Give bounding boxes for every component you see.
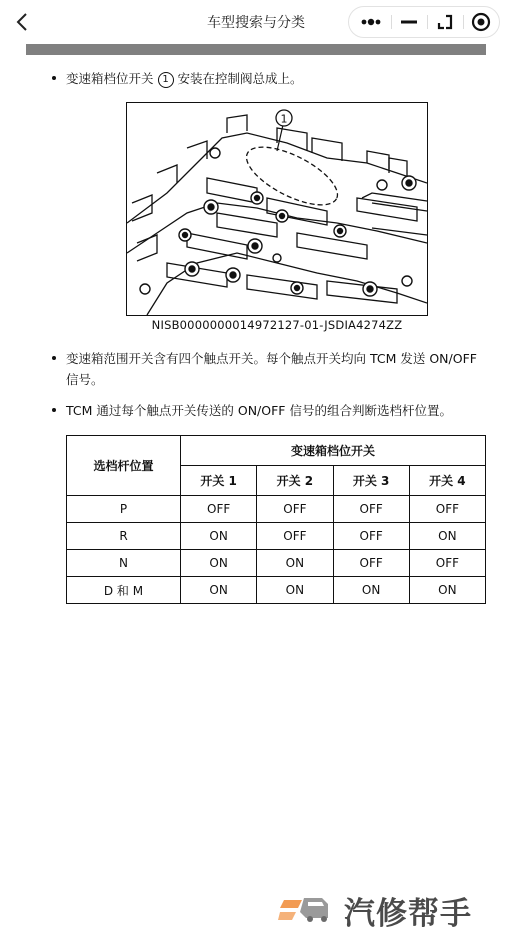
cell-value: ON (181, 523, 257, 550)
section-header-bar (26, 44, 486, 55)
header-switch-4: 开关 4 (409, 466, 485, 496)
figure-callout-label: 1 (280, 112, 288, 126)
brand-logo-text: 汽修帮手 (344, 896, 472, 932)
header-switch-group: 变速箱档位开关 (181, 436, 486, 466)
cell-value: OFF (333, 496, 409, 523)
close-mini-program-button[interactable] (463, 7, 499, 37)
cell-value: ON (409, 523, 485, 550)
cell-position: D 和 M (67, 577, 181, 604)
callout-number: 1 (158, 72, 174, 88)
cell-value: ON (333, 577, 409, 604)
minimize-button[interactable] (391, 7, 427, 37)
header-switch-1: 开关 1 (181, 466, 257, 496)
top-nav-bar (0, 0, 512, 44)
table-row (67, 523, 486, 550)
cell-value: ON (181, 550, 257, 577)
cell-value: ON (257, 550, 333, 577)
cell-value: OFF (409, 550, 485, 577)
restore-button[interactable] (427, 7, 463, 37)
header-switch-2: 开关 2 (257, 466, 333, 496)
table-row (67, 550, 486, 577)
restore-window-icon (436, 13, 454, 31)
cell-value: ON (257, 577, 333, 604)
header-switch-3: 开关 3 (333, 466, 409, 496)
minus-icon (400, 19, 418, 25)
control-valve-illustration (126, 102, 428, 316)
cell-value: OFF (333, 550, 409, 577)
control-valve-drawing (127, 103, 427, 315)
cell-value: OFF (333, 523, 409, 550)
brand-logo-mark (278, 888, 344, 928)
page-title: 车型搜索与分类 (207, 15, 305, 31)
bullet-text-part: 变速箱档位开关 (66, 71, 154, 86)
figure-caption: NISB0000000014972127-01-JSDIA4274ZZ (151, 318, 403, 332)
bullet-tcm-judgement: TCM 通过每个触点开关传送的 ON/OFF 信号的组合判断选档杆位置。 (66, 400, 486, 421)
more-button[interactable] (353, 7, 389, 37)
table-header-row (67, 436, 486, 466)
switch-state-table (66, 435, 486, 604)
cell-value: ON (181, 577, 257, 604)
more-dots-icon (359, 17, 383, 27)
cell-value: OFF (181, 496, 257, 523)
bullet-contact-switches: 变速箱范围开关含有四个触点开关。每个触点开关均向 TCM 发送 ON/OFF 信号。 (66, 348, 486, 390)
cell-position: N (67, 550, 181, 577)
header-selector-position: 选档杆位置 (67, 436, 181, 496)
cell-position: P (67, 496, 181, 523)
mini-program-capsule (348, 6, 500, 38)
cell-value: OFF (257, 496, 333, 523)
bullet-switch-location (66, 68, 486, 89)
table-row (67, 577, 486, 604)
cell-value: OFF (257, 523, 333, 550)
cell-value: ON (409, 577, 485, 604)
bullet-text-part: 安装在控制阀总成上。 (177, 71, 303, 86)
table-row (67, 496, 486, 523)
cell-value: OFF (409, 496, 485, 523)
cell-position: R (67, 523, 181, 550)
target-close-icon (471, 12, 491, 32)
